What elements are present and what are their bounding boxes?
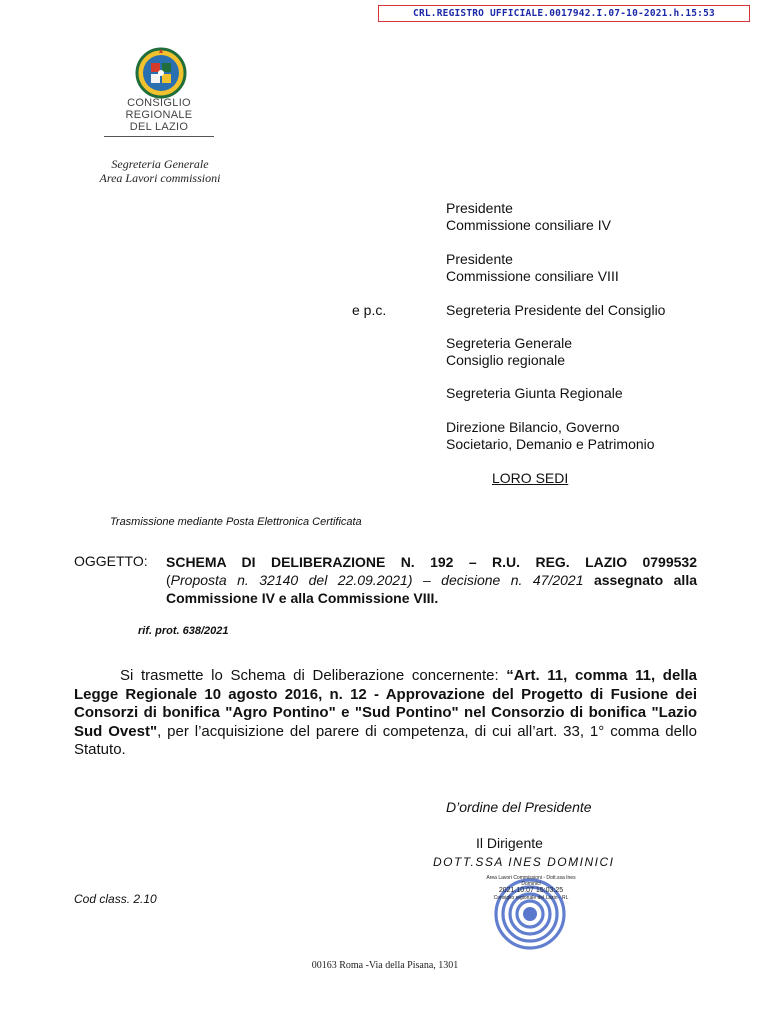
transmission-note: Trasmissione mediante Posta Elettronica Certificata bbox=[110, 516, 362, 528]
recipient-commission-iv: Presidente Commissione consiliare IV bbox=[446, 200, 611, 233]
subject-proposal: Proposta n. 32140 del 22.09.2021) – decisione n. 47/2021 bbox=[170, 572, 584, 588]
footer-address: 00163 Roma -Via della Pisana, 1301 bbox=[311, 960, 459, 971]
subject-label: OGGETTO: bbox=[74, 553, 148, 569]
signer-name: DOTT.SSA INES DOMINICI bbox=[433, 855, 615, 869]
cc-label: e p.c. bbox=[352, 302, 387, 318]
header-divider bbox=[104, 136, 214, 137]
recipient-president-secretariat: Segreteria Presidente del Consiglio bbox=[446, 302, 666, 318]
body-paragraph: Si trasmette lo Schema di Deliberazione concernente: “Art. 11, comma 11, della Legge Regionale 10 agosto 2016, n. 12 - Approvazione del Progetto di Fusione dei Consorzi di bonifica "Agro Pontino" e "Sud Pontino" nel Consorzio di bonifica "Lazio Sud Ovest", per l’acquisizione del parere di competenza, di cui all’art. 33, 1° comma dello Statuto. bbox=[74, 667, 697, 758]
department: Segreteria Generale Area Lavori commissioni bbox=[99, 157, 221, 185]
reference-protocol: rif. prot. 638/2021 bbox=[138, 625, 229, 637]
deliberation-title: “Art. 11, comma 11, della Legge Regionale 10 agosto 2016, n. 12 - Approvazione del Progetto di Fusione dei Consorzi di bonifica "Agro Pontino" e "Sud Pontino" nel Consorzio di bonifica "Lazio Sud Ovest" bbox=[74, 667, 697, 740]
loro-sedi: LORO SEDI bbox=[492, 470, 569, 486]
recipient-general-secretariat: Segreteria Generale Consiglio regionale bbox=[446, 335, 573, 368]
on-behalf-line: D’ordine del Presidente bbox=[446, 799, 592, 815]
subject-title: SCHEMA DI DELIBERAZIONE N. 192 – R.U. REG. LAZIO 0799532 bbox=[166, 554, 697, 570]
signer-title: Il Dirigente bbox=[476, 835, 543, 851]
classification-code: Cod class. 2.10 bbox=[74, 892, 157, 906]
protocol-stamp: CRL.REGISTRO UFFICIALE.0017942.I.07-10-2021.h.15:53 bbox=[378, 5, 750, 22]
recipient-budget-directorate: Direzione Bilancio, Governo Societario, Demanio e Patrimonio bbox=[446, 419, 655, 452]
recipient-commission-viii: Presidente Commissione consiliare VIII bbox=[446, 251, 619, 284]
subject-assignment: assegnato alla Commissione IV e alla Commissione VIII. bbox=[166, 572, 697, 606]
subject-text: SCHEMA DI DELIBERAZIONE N. 192 – R.U. REG. LAZIO 0799532 (Proposta n. 32140 del 22.09.2021) – decisione n. 47/2021 assegnato alla Commissione IV e alla Commissione VIII. bbox=[166, 554, 697, 606]
signature-details: Area Lavori Commissioni - Dott.ssa Ines Dominici 2021.10.07 15:03:25 Consiglio regionale del Lazio - RL bbox=[486, 875, 576, 901]
recipient-giunta-secretariat: Segreteria Giunta Regionale bbox=[446, 385, 623, 401]
regional-emblem-icon bbox=[135, 47, 187, 99]
organization-name: CONSIGLIO REGIONALE DEL LAZIO bbox=[125, 97, 193, 133]
